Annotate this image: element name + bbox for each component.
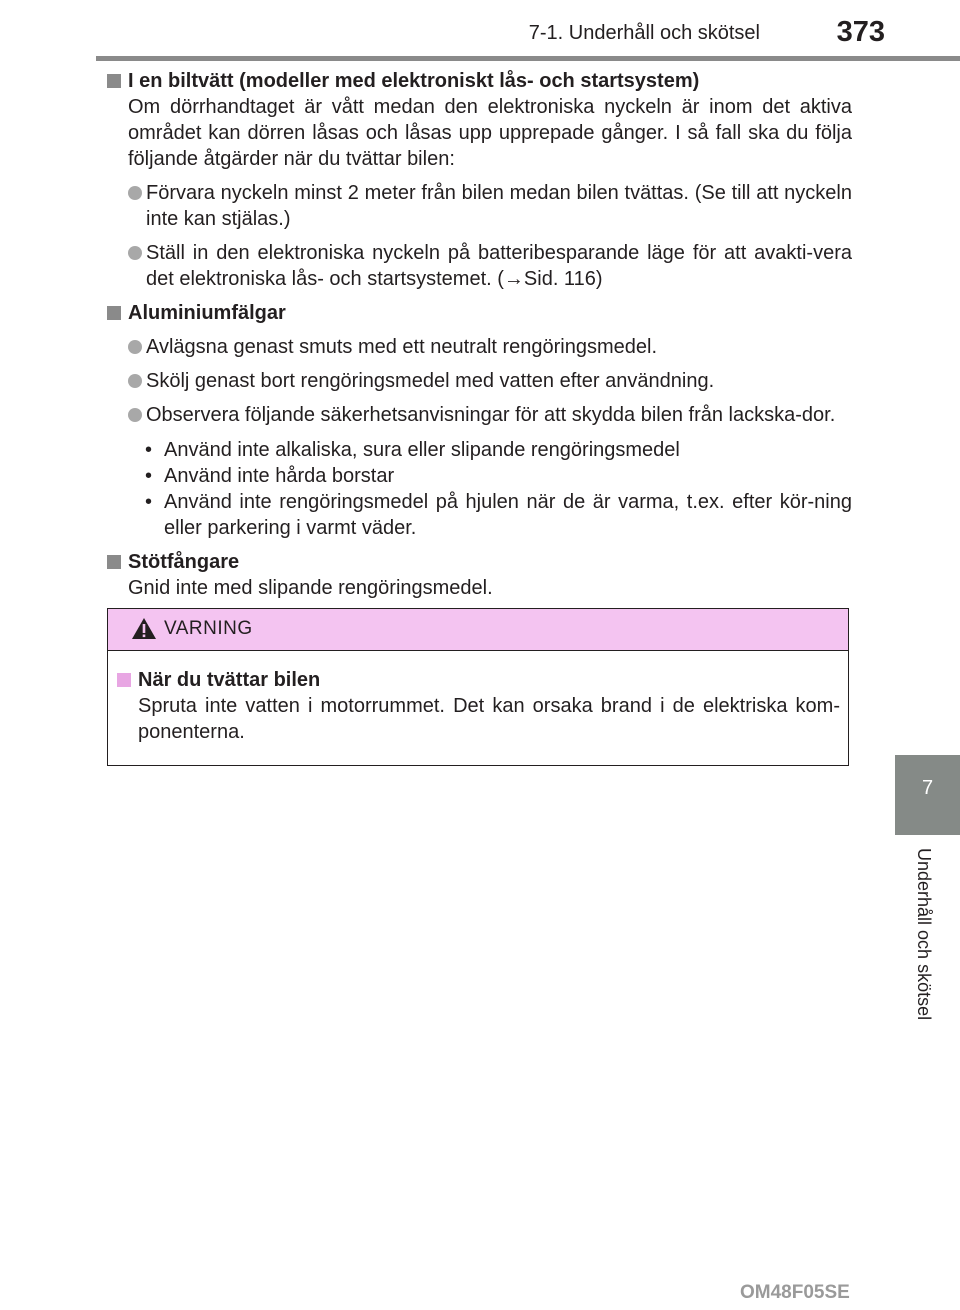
list-item-text: Avlägsna genast smuts med ett neutralt rengöringsmedel. (146, 336, 658, 358)
page-content (104, 68, 852, 601)
section-heading (104, 68, 852, 94)
chapter-label: Underhåll och skötsel (914, 848, 934, 1021)
heading-text: När du tvättar bilen (138, 669, 321, 691)
square-bullet-icon (117, 673, 131, 687)
list-item-text: Ställ in den elektroniska nyckeln på batteribesparande läge för att avakti-vera det elektroniska lås- och startsystemet. (→Sid. 116) (146, 242, 852, 290)
warning-label: VARNING (164, 618, 253, 639)
warning-triangle-icon (131, 617, 157, 645)
heading-text: I en biltvätt (modeller med elektroniskt lås- och startsystem) (128, 70, 700, 92)
list-item-text: Skölj genast bort rengöringsmedel med vatten efter användning. (146, 370, 715, 392)
list-item (104, 334, 852, 360)
square-bullet-icon (107, 306, 121, 320)
header-rule (96, 56, 960, 61)
warning-body (114, 667, 840, 745)
square-bullet-icon (107, 555, 121, 569)
warning-header (108, 609, 848, 651)
circle-bullet-icon (128, 246, 142, 260)
list-item (104, 180, 852, 232)
page-number: 373 (836, 16, 885, 48)
chapter-number: 7 (921, 777, 934, 799)
sub-list-item-text: Använd inte hårda borstar (164, 465, 395, 487)
sub-list-item (104, 489, 852, 541)
square-bullet-icon (107, 74, 121, 88)
heading-text: Aluminiumfälgar (128, 302, 286, 324)
section-title: 7-1. Underhåll och skötsel (528, 22, 760, 44)
warning-text: Spruta inte vatten i motorrummet. Det kan orsaka brand i de elektriska kom-ponenterna. (138, 695, 840, 743)
circle-bullet-icon (128, 374, 142, 388)
section-heading (104, 549, 852, 575)
paragraph: Om dörrhandtaget är vått medan den elektroniska nyckeln är inom det aktiva området kan dörren låsas och låsas upp upprepade gånger. I så fall ska du följa följande åtgärder när du tvättar bilen: (128, 96, 852, 170)
list-item (104, 368, 852, 394)
circle-bullet-icon (128, 340, 142, 354)
footer-watermark: OM48F05SE (740, 1282, 850, 1303)
sub-list-item (104, 437, 852, 463)
chapter-tab (895, 755, 960, 835)
heading-text: Stötfångare (128, 551, 240, 573)
circle-bullet-icon (128, 186, 142, 200)
paragraph: Gnid inte med slipande rengöringsmedel. (128, 577, 493, 599)
sub-list (104, 437, 852, 541)
warning-heading (114, 667, 840, 693)
sub-list-item-text: Använd inte alkaliska, sura eller slipande rengöringsmedel (164, 439, 680, 461)
sub-list-item (104, 463, 852, 489)
small-dot-icon: • (145, 491, 153, 513)
circle-bullet-icon (128, 408, 142, 422)
small-dot-icon: • (145, 465, 153, 487)
list-item (104, 402, 852, 428)
list-item-text: Förvara nyckeln minst 2 meter från bilen medan bilen tvättas. (Se till att nyckeln inte kan stjälas.) (146, 182, 852, 230)
small-dot-icon: • (145, 439, 153, 461)
section-heading (104, 300, 852, 326)
warning-box (107, 608, 849, 766)
list-item (104, 240, 852, 292)
sub-list-item-text: Använd inte rengöringsmedel på hjulen när de är varma, t.ex. efter kör-ning eller parkering i varmt väder. (164, 491, 852, 539)
list-item-text: Observera följande säkerhetsanvisningar för att skydda bilen från lackska-dor. (146, 404, 836, 426)
